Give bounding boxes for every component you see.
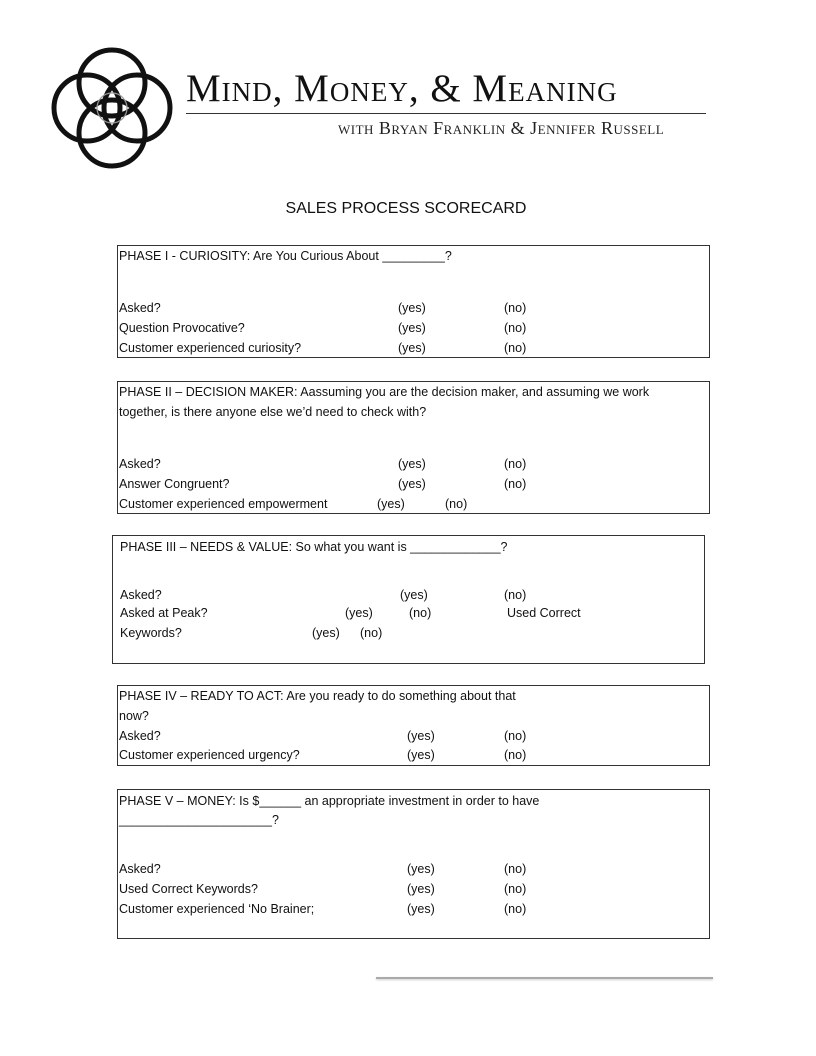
interlocking-circles-logo-icon: [50, 46, 174, 170]
phase-5-heading-line-2: ______________________?: [119, 813, 279, 827]
phase-5-row-3-yes[interactable]: (yes): [407, 902, 435, 916]
brand-subtitle: with Bryan Franklin & Jennifer Russell: [338, 118, 665, 138]
phase-4-row-1-no[interactable]: (no): [504, 729, 527, 743]
phase-2-heading-line-1: PHASE II – DECISION MAKER: Aassuming you are the decision maker, and assuming we work: [119, 385, 650, 399]
phase-3-peak-yes[interactable]: (yes): [345, 606, 373, 620]
phase-3-peak-no[interactable]: (no): [409, 606, 432, 620]
phase-3-asked-yes[interactable]: (yes): [400, 588, 428, 602]
phase-3-asked-label: Asked?: [120, 588, 162, 602]
phase-1-row-1-yes[interactable]: (yes): [398, 301, 426, 315]
phase-2-row-2-label: Answer Congruent?: [119, 477, 230, 491]
phase-1-row-3-no[interactable]: (no): [504, 341, 527, 355]
phase-1-row-2-no[interactable]: (no): [504, 321, 527, 335]
phase-1-row-2-label: Question Provocative?: [119, 321, 245, 335]
phase-1-row-3-label: Customer experienced curiosity?: [119, 341, 302, 355]
brand-title: Mind, Money, & Meaning: [186, 67, 618, 110]
phase-3-keywords-yes[interactable]: (yes): [312, 626, 340, 640]
phase-5-row-2-label: Used Correct Keywords?: [119, 882, 258, 896]
phase-5-row-3-no[interactable]: (no): [504, 902, 527, 916]
phase-4-row-1-label: Asked?: [119, 729, 161, 743]
phase-1-row-3-yes[interactable]: (yes): [398, 341, 426, 355]
phase-2-row-2-yes[interactable]: (yes): [398, 477, 426, 491]
phase-4-heading-line-2: now?: [119, 709, 149, 723]
phase-2-row-3-label: Customer experienced empowerment: [119, 497, 328, 511]
phase-3-heading: PHASE III – NEEDS & VALUE: So what you want is _____________?: [120, 540, 508, 554]
phase-2-row-1-no[interactable]: (no): [504, 457, 527, 471]
phase-2-heading-line-2: together, is there anyone else we’d need to check with?: [119, 405, 427, 419]
phase-4-row-1-yes[interactable]: (yes): [407, 729, 435, 743]
phase-1-heading: PHASE I - CURIOSITY: Are You Curious About _________?: [119, 249, 452, 263]
footer-divider: [376, 977, 713, 979]
document-title: SALES PROCESS SCORECARD: [285, 200, 527, 217]
phase-4-heading-line-1: PHASE IV – READY TO ACT: Are you ready to do something about that: [119, 689, 516, 703]
phase-2-row-3-yes[interactable]: (yes): [377, 497, 405, 511]
phase-2-row-1-yes[interactable]: (yes): [398, 457, 426, 471]
phase-2-section: [117, 381, 710, 514]
phase-3-section: [112, 535, 705, 664]
phase-2-row-1-label: Asked?: [119, 457, 161, 471]
phase-5-heading-line-1: PHASE V – MONEY: Is $______ an appropriate investment in order to have: [119, 794, 540, 808]
phase-5-row-2-no[interactable]: (no): [504, 882, 527, 896]
phase-1-row-1-no[interactable]: (no): [504, 301, 527, 315]
phase-2-row-3-no[interactable]: (no): [445, 497, 468, 511]
phase-5-row-2-yes[interactable]: (yes): [407, 882, 435, 896]
phase-5-row-1-yes[interactable]: (yes): [407, 862, 435, 876]
phase-3-keywords-label-line-1: Used Correct: [507, 606, 581, 620]
phase-2-row-2-no[interactable]: (no): [504, 477, 527, 491]
phase-3-asked-no[interactable]: (no): [504, 588, 527, 602]
phase-1-row-2-yes[interactable]: (yes): [398, 321, 426, 335]
phase-1-section: [117, 245, 710, 358]
phase-1-row-1-label: Asked?: [119, 301, 161, 315]
phase-4-row-2-yes[interactable]: (yes): [407, 748, 435, 762]
phase-5-row-1-label: Asked?: [119, 862, 161, 876]
phase-3-keywords-label-line-2: Keywords?: [120, 626, 182, 640]
phase-4-row-2-label: Customer experienced urgency?: [119, 748, 300, 762]
phase-5-section: [117, 789, 710, 939]
phase-5-row-1-no[interactable]: (no): [504, 862, 527, 876]
phase-5-row-3-label: Customer experienced ‘No Brainer;: [119, 902, 315, 916]
phase-4-section: [117, 685, 710, 766]
phase-4-row-2-no[interactable]: (no): [504, 748, 527, 762]
phase-3-keywords-no[interactable]: (no): [360, 626, 383, 640]
brand-divider: [186, 113, 706, 114]
phase-3-peak-label: Asked at Peak?: [120, 606, 208, 620]
